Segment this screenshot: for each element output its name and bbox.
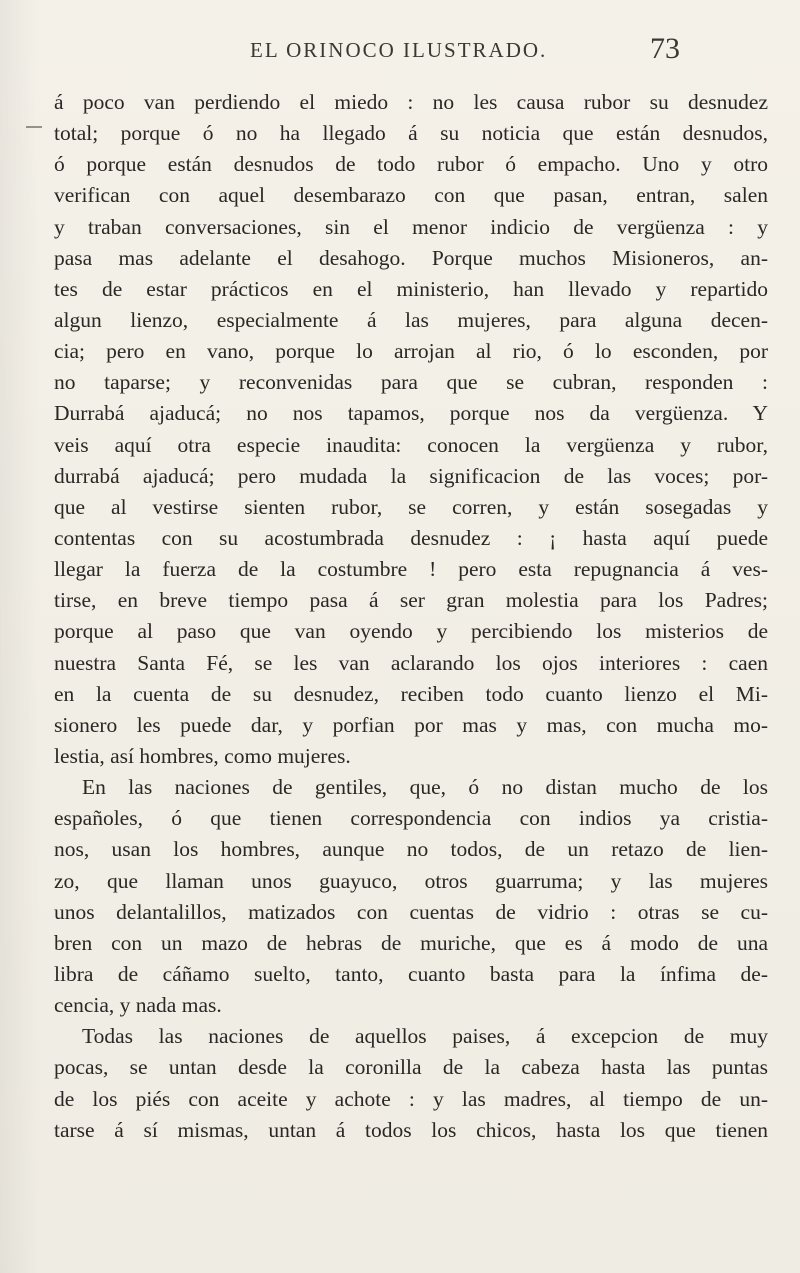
text-line: y traban conversaciones, sin el menor indicio de vergüenza : y	[54, 214, 768, 239]
text-line: libra de cáñamo suelto, tanto, cuanto basta para la ínfima de-	[54, 961, 768, 986]
text-line: Todas las naciones de aquellos paises, á excepcion de muy	[82, 1024, 768, 1049]
page-number: 73	[650, 32, 680, 65]
text-line: nuestra Santa Fé, se les van aclarando los ojos interiores : caen	[54, 650, 768, 675]
running-title: EL ORINOCO ILUSTRADO.	[250, 38, 548, 62]
text-line: zo, que llaman unos guayuco, otros guarruma; y las mujeres	[54, 868, 768, 893]
text-line: porque al paso que van oyendo y percibiendo los misterios de	[54, 619, 768, 644]
text-line: tes de estar prácticos en el ministerio, han llevado y repartido	[54, 276, 768, 301]
text-line: tarse á sí mismas, untan á todos los chicos, hasta los que tienen	[54, 1117, 768, 1142]
text-line: de los piés con aceite y achote : y las madres, al tiempo de un-	[54, 1086, 768, 1111]
text-line: que al vestirse sienten rubor, se corren, y están sosegadas y	[54, 494, 768, 519]
text-line: no taparse; y reconvenidas para que se cubran, responden :	[54, 370, 768, 395]
text-line: á poco van perdiendo el miedo : no les causa rubor su desnudez	[54, 90, 768, 114]
text-line: tirse, en breve tiempo pasa á ser gran molestia para los Padres;	[54, 588, 768, 613]
text-line: pasa mas adelante el desahogo. Porque muchos Misioneros, an-	[54, 245, 768, 270]
text-line: en la cuenta de su desnudez, reciben todo cuanto lienzo el Mi-	[54, 681, 768, 706]
text-line: algun lienzo, especialmente á las mujeres, para alguna decen-	[54, 307, 768, 332]
text-line: unos delantalillos, matizados con cuentas de vidrio : otras se cu-	[54, 899, 768, 924]
text-line: bren con un mazo de hebras de muriche, que es á modo de una	[54, 930, 768, 955]
text-line: ó porque están desnudos de todo rubor ó empacho. Uno y otro	[54, 152, 768, 177]
text-line: contentas con su acostumbrada desnudez : ¡ hasta aquí puede	[54, 525, 768, 550]
text-line: durrabá ajaducá; pero mudada la significacion de las voces; por-	[54, 463, 768, 488]
text-line: sionero les puede dar, y porfian por mas y mas, con mucha mo-	[54, 712, 768, 737]
text-line: españoles, ó que tienen correspondencia con indios ya cristia-	[54, 806, 768, 831]
text-line: verifican con aquel desembarazo con que pasan, entran, salen	[54, 183, 768, 208]
margin-mark	[26, 126, 42, 128]
text-line: En las naciones de gentiles, que, ó no distan mucho de los	[82, 775, 768, 800]
text-line: veis aquí otra especie inaudita: conocen la vergüenza y rubor,	[54, 432, 768, 457]
text-line: total; porque ó no ha llegado á su noticia que están desnudos,	[54, 121, 768, 146]
text-line: llegar la fuerza de la costumbre ! pero esta repugnancia á ves-	[54, 557, 768, 582]
text-line: Durrabá ajaducá; no nos tapamos, porque nos da vergüenza. Y	[54, 401, 768, 426]
text-line: pocas, se untan desde la coronilla de la cabeza hasta las puntas	[54, 1055, 768, 1080]
text-line: cencia, y nada mas.	[54, 993, 222, 1018]
text-line: nos, usan los hombres, aunque no todos, de un retazo de lien-	[54, 837, 768, 862]
running-head	[0, 32, 800, 78]
text-line: cia; pero en vano, porque lo arrojan al rio, ó lo esconden, por	[54, 339, 768, 364]
body-text	[54, 87, 768, 1146]
text-line: lestia, así hombres, como mujeres.	[54, 743, 351, 768]
